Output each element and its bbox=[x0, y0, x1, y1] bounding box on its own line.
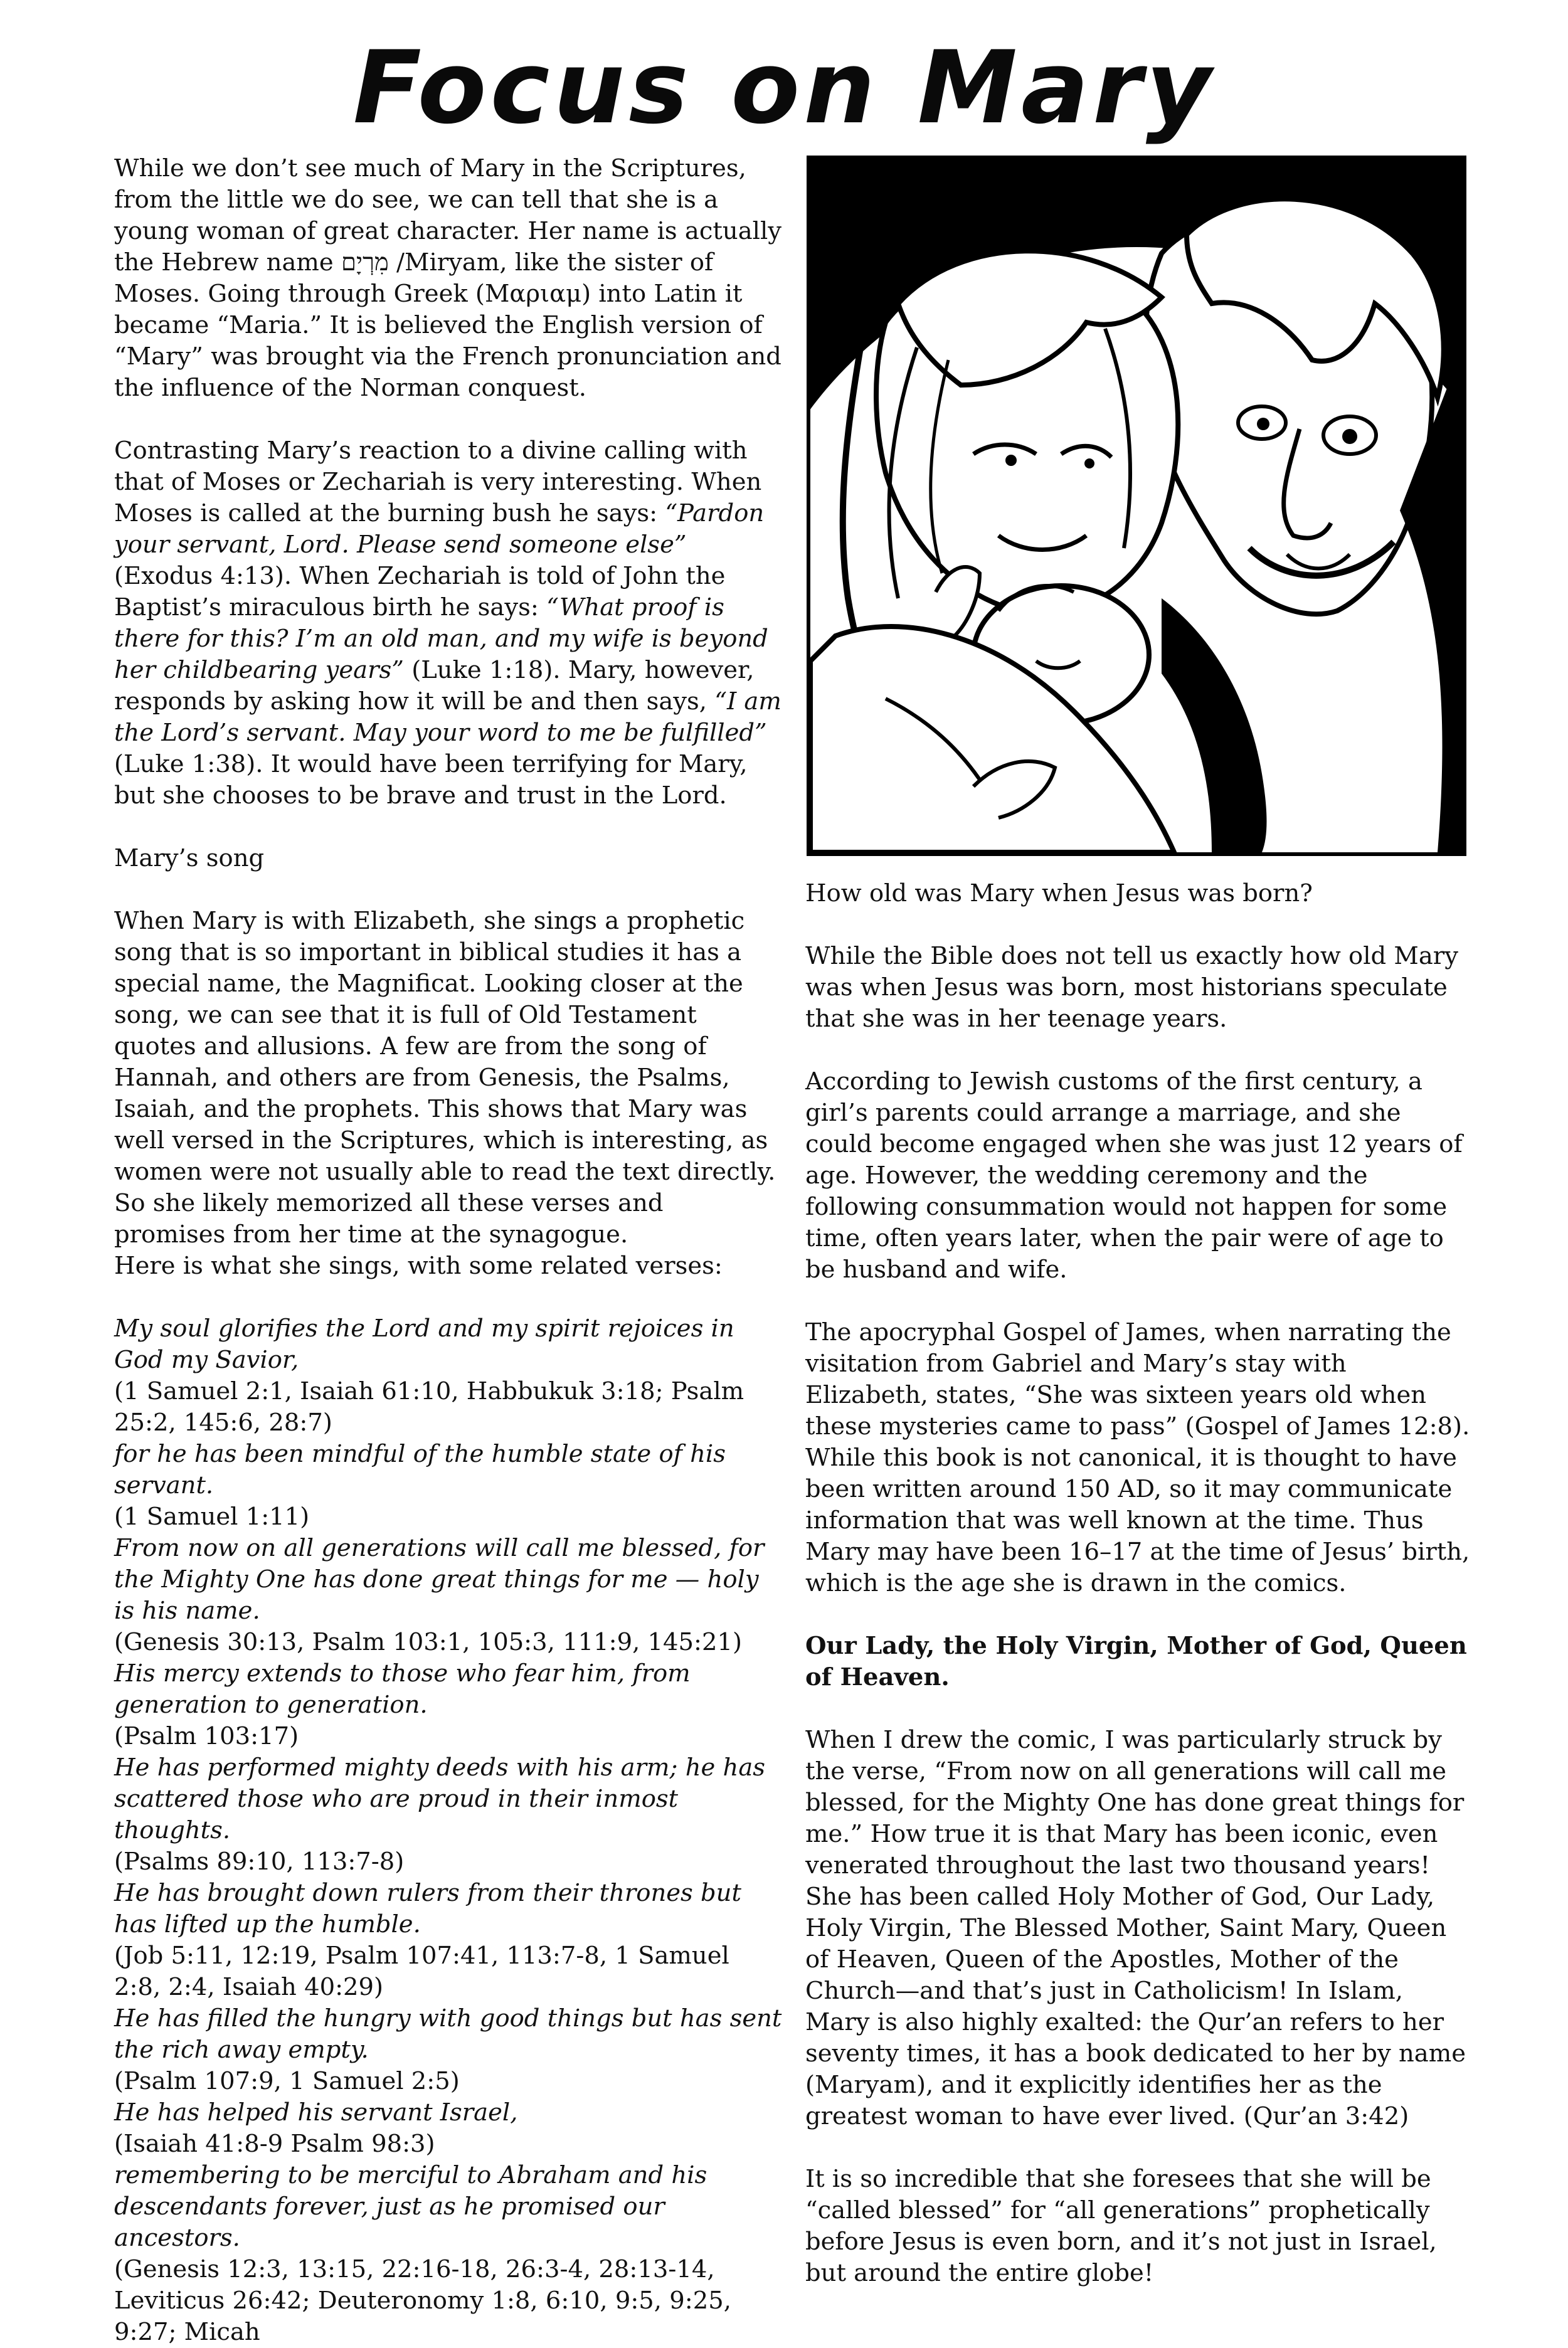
verse-refs: (Isaiah 41:8-9 Psalm 98:3) bbox=[114, 2130, 435, 2158]
verse-refs: (1 Samuel 1:11) bbox=[114, 1503, 310, 1531]
verse-text: He has helped his servant Israel, bbox=[114, 2098, 518, 2127]
intro-paragraph: While we don’t see much of Mary in the Scriptures, from the little we do see, we can tell that she is a young woman of great character. Her name is actually the Hebrew name מִרְיָם /Miryam, like the sister of Moses. Going through Greek (Μαριαμ) into Latin it became “Maria.” It is believed the English version of “Mary” was brought via the French pronunciation and the influence of the Norman conquest. bbox=[114, 154, 782, 402]
verse-refs: (Psalm 103:17) bbox=[114, 1722, 299, 1750]
lady-paragraph-2: It is so incredible that she foresees that she will be “called blessed” for “all generations” prophetically before Jesus is even born, and it’s not just in Israel, but around the entire globe! bbox=[805, 2165, 1437, 2287]
verse-text: My soul glorifies the Lord and my spirit rejoices in God my Savior, bbox=[114, 1314, 734, 1374]
verse-text: remembering to be merciful to Abraham and his descendants forever, just as he promised our ancestors. bbox=[114, 2161, 707, 2252]
verse-item bbox=[114, 1533, 782, 1658]
contrast-paragraph: Contrasting Mary’s reaction to a divine calling with that of Moses or Zechariah is very interesting. When Moses is called at the burning bush he says: “Pardon your servant, Lord. Please send someone else” (Exodus 4:13). When Zechariah is told of John the Baptist’s miraculous birth he says: “What proof is there for this? I’m an old man, and my wife is beyond her childbearing years” (Luke 1:18). Mary, however, responds by asking how it will be and then says, “I am the Lord’s servant. May your word to me be fulfilled” (Luke 1:38). It would have been terrifying for Mary, but she chooses to be brave and trust in the Lord. bbox=[114, 436, 781, 810]
mary-joseph-baby-illustration bbox=[807, 156, 1466, 856]
verse-text: He has performed mighty deeds with his arm; he has scattered those who are proud in their inmost thoughts. bbox=[114, 1753, 766, 1844]
verse-item bbox=[114, 1439, 782, 1533]
verse-refs: (Job 5:11, 12:19, Psalm 107:41, 113:7-8, 1 Samuel 2:8, 2:4, Isaiah 40:29) bbox=[114, 1942, 729, 2001]
age-heading: How old was Mary when Jesus was born? bbox=[805, 879, 1313, 907]
verse-text: He has filled the hungry with good things but has sent the rich away empty. bbox=[114, 2004, 782, 2064]
verse-refs: (Genesis 12:3, 13:15, 22:16-18, 26:3-4, 28:13-14, Leviticus 26:42; Deuteronomy 1:8, 6:10, 9:5, 9:25, 9:27; Micah bbox=[114, 2255, 731, 2346]
left-column bbox=[114, 153, 782, 2348]
verse-item bbox=[114, 1313, 782, 1439]
lady-heading: Our Lady, the Holy Virgin, Mother of God, Queen of Heaven. bbox=[805, 1632, 1467, 1691]
age-paragraph-1: While the Bible does not tell us exactly how old Mary was when Jesus was born, most historians speculate that she was in her teenage years. bbox=[805, 942, 1458, 1033]
illustration-drawing bbox=[810, 159, 1463, 852]
verse-item bbox=[114, 2003, 782, 2097]
verse-text: His mercy extends to those who fear him, from generation to generation. bbox=[114, 1659, 691, 1719]
verse-refs: (Psalms 89:10, 113:7-8) bbox=[114, 1848, 405, 1876]
verse-text: He has brought down rulers from their thrones but has lifted up the humble. bbox=[114, 1879, 741, 1938]
verse-item bbox=[114, 1752, 782, 1878]
verse-text: for he has been mindful of the humble state of his servant. bbox=[114, 1440, 726, 1499]
verse-item bbox=[114, 2160, 782, 2348]
age-paragraph-3: The apocryphal Gospel of James, when narrating the visitation from Gabriel and Mary’s stay with Elizabeth, states, “She was sixteen years old when these mysteries came to pass” (Gospel of James 12:8). While this book is not canonical, it is thought to have been written around 150 AD, so it may communicate information that was well known at the time. Thus Mary may have been 16–17 at the time of Jesus’ birth, which is the age she is drawn in the comics. bbox=[805, 1318, 1470, 1597]
page-title: Focus on Mary bbox=[352, 29, 1216, 146]
verse-refs: (Genesis 30:13, Psalm 103:1, 105:3, 111:9, 145:21) bbox=[114, 1628, 743, 1656]
verse-text: From now on all generations will call me blessed, for the Mighty One has done great things for me — holy is his name. bbox=[114, 1534, 765, 1625]
song-heading: Mary’s song bbox=[114, 844, 265, 872]
right-column bbox=[805, 878, 1470, 2320]
verse-list bbox=[114, 1313, 782, 2348]
verse-refs: (1 Samuel 2:1, Isaiah 61:10, Habbukuk 3:18; Psalm 25:2, 145:6, 28:7) bbox=[114, 1377, 744, 1437]
lady-paragraph-1: When I drew the comic, I was particularly struck by the verse, “From now on all generations will call me blessed, for the Mighty One has done great things for me.” How true it is that Mary has been iconic, even venerated throughout the last two thousand years! She has been called Holy Mother of God, Our Lady, Holy Virgin, The Blessed Mother, Saint Mary, Queen of Heaven, Queen of the Apostles, Mother of the Church—and that’s just in Catholicism! In Islam, Mary is also highly exalted: the Qur’an refers to her seventy times, it has a book dedicated to her by name (Maryam), and it explicitly identifies her as the greatest woman to have ever lived. (Qur’an 3:42) bbox=[805, 1726, 1466, 2130]
verse-refs: (Psalm 107:9, 1 Samuel 2:5) bbox=[114, 2067, 460, 2095]
age-paragraph-2: According to Jewish customs of the first century, a girl’s parents could arrange a marriage, and she could become engaged when she was just 12 years of age. However, the wedding ceremony and the following consummation would not happen for some time, often years later, when the pair were of age to be husband and wife. bbox=[805, 1067, 1463, 1284]
song-paragraph: When Mary is with Elizabeth, she sings a prophetic song that is so important in biblical studies it has a special name, the Magnificat. Looking closer at the song, we can see that it is full of Old Testament quotes and allusions. A few are from the song of Hannah, and others are from Genesis, the Psalms, Isaiah, and the prophets. This shows that Mary was well versed in the Scriptures, which is interesting, as women were not usually able to read the text directly. So she likely memorized all these verses and promises from her time at the synagogue. bbox=[114, 907, 776, 1249]
verse-item bbox=[114, 2097, 782, 2160]
verse-item bbox=[114, 1878, 782, 2003]
verse-item bbox=[114, 1658, 782, 1752]
song-intro: Here is what she sings, with some related verses: bbox=[114, 1252, 723, 1280]
